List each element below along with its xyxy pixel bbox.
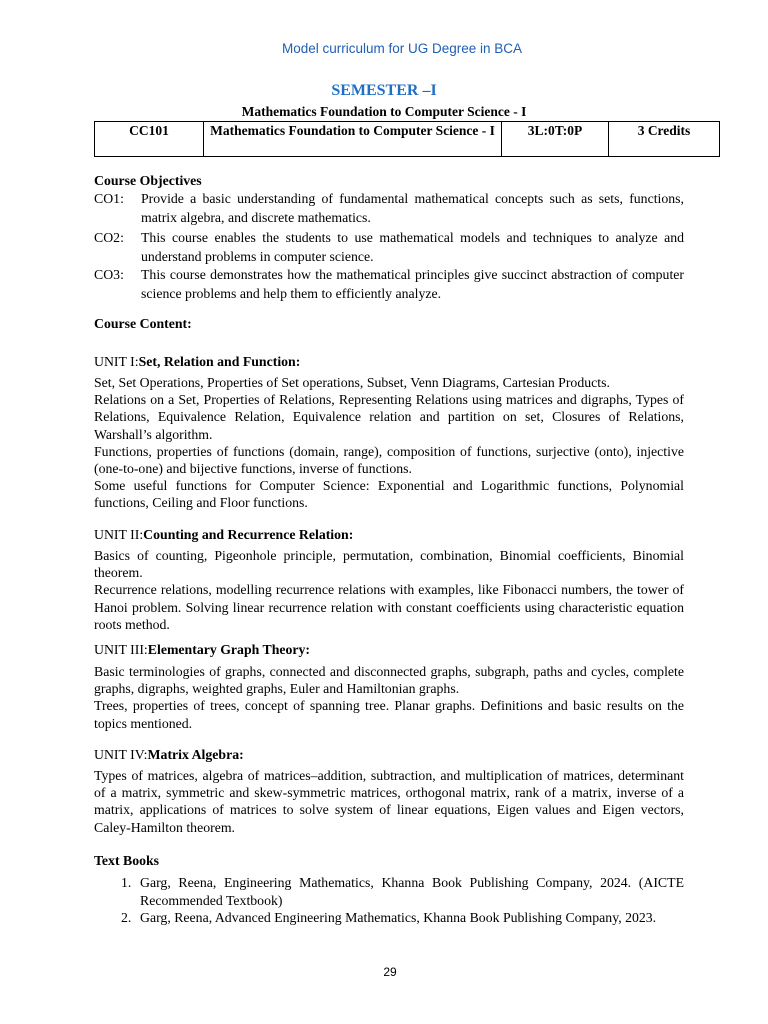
unit-prefix: UNIT III: <box>94 642 148 657</box>
unit-prefix: UNIT IV: <box>94 747 148 762</box>
objective-text: Provide a basic understanding of fundamental mathematical concepts such as sets, functions, matrix algebra, and discrete mathematics. <box>141 191 684 225</box>
objective-tag: CO3: <box>94 267 124 282</box>
course-credits: 3 Credits <box>609 122 720 157</box>
unit-prefix: UNIT I: <box>94 354 139 369</box>
textbook-number: 2. <box>121 910 132 925</box>
course-ltp: 3L:0T:0P <box>502 122 609 157</box>
unit-paragraph: Some useful functions for Computer Science: Exponential and Logarithmic functions, Polynomial functions, Ceiling and Floor functions. <box>94 478 684 511</box>
unit-body <box>94 374 684 512</box>
objective-item <box>94 189 684 227</box>
course-table <box>94 121 720 157</box>
unit-body <box>94 767 684 836</box>
course-name: Mathematics Foundation to Computer Science - I <box>204 122 502 157</box>
table-row <box>95 122 720 157</box>
unit-heading <box>94 641 684 658</box>
unit-body <box>94 663 684 732</box>
content-heading: Course Content: <box>94 316 192 331</box>
unit-paragraph: Set, Set Operations, Properties of Set operations, Subset, Venn Diagrams, Cartesian Products. <box>94 375 610 390</box>
unit-paragraph: Types of matrices, algebra of matrices–addition, subtraction, and multiplication of matrices, determinant of a matrix, symmetric and skew-symmetric matrices, orthogonal matrix, rank of a matrix, inverse of a matrix, applications of matrices to solve system of linear equations, Eigen values and Eigen vectors, Caley-Hamilton theorem. <box>94 768 684 835</box>
unit-title: Elementary Graph Theory: <box>147 642 311 657</box>
unit-paragraph: Recurrence relations, modelling recurrence relations with examples, like Fibonacci numbers, the tower of Hanoi problem. Solving linear recurrence relation with constant coefficients using characteristic equation roots method. <box>94 582 684 632</box>
textbook-text: Garg, Reena, Engineering Mathematics, Khanna Book Publishing Company, 2024. (AICTE Recommended Textbook) <box>140 875 684 908</box>
unit-paragraph: Relations on a Set, Properties of Relations, Representing Relations using matrices and digraphs, Types of Relations, Equivalence Relation, Equivalence relation and partition on set, Closures of Relations, Warshall’s algorithm. <box>94 392 684 442</box>
objective-text: This course enables the students to use mathematical models and techniques to analyze and understand problems in computer science. <box>141 230 684 264</box>
objective-tag: CO2: <box>94 230 124 245</box>
textbook-text: Garg, Reena, Advanced Engineering Mathematics, Khanna Book Publishing Company, 2023. <box>140 910 657 925</box>
document-header: Model curriculum for UG Degree in BCA <box>281 41 523 56</box>
textbook-number: 1. <box>121 875 132 890</box>
unit-title: Counting and Recurrence Relation: <box>143 527 354 542</box>
page-number: 29 <box>383 965 397 979</box>
unit-body <box>94 547 684 633</box>
objective-text: This course demonstrates how the mathematical principles give succinct abstraction of computer science problems and help them to efficiently analyze. <box>141 267 684 301</box>
semester-heading: SEMESTER –I <box>331 82 437 99</box>
unit-paragraph: Basic terminologies of graphs, connected and disconnected graphs, subgraph, paths and cycles, complete graphs, digraphs, weighted graphs, Euler and Hamiltonian graphs. <box>94 664 684 697</box>
textbooks-heading: Text Books <box>94 853 160 868</box>
textbook-item <box>112 909 684 927</box>
unit-heading <box>94 526 684 543</box>
objective-tag: CO1: <box>94 191 124 206</box>
unit-heading <box>94 746 684 763</box>
unit-paragraph: Functions, properties of functions (domain, range), composition of functions, surjective (onto), injective (one-to-one) and bijective functions, inverse of functions. <box>94 443 684 477</box>
course-subtitle: Mathematics Foundation to Computer Science - I <box>241 104 527 119</box>
course-code: CC101 <box>95 122 204 157</box>
textbook-item <box>112 874 684 910</box>
unit-prefix: UNIT II: <box>94 527 144 542</box>
objective-item <box>94 228 684 266</box>
objectives-heading: Course Objectives <box>94 173 202 188</box>
unit-title: Set, Relation and Function: <box>138 354 301 369</box>
objective-item <box>94 265 684 303</box>
unit-paragraph: Trees, properties of trees, concept of spanning tree. Planar graphs. Definitions and basic results on the topics mentioned. <box>94 698 684 731</box>
unit-paragraph: Basics of counting, Pigeonhole principle, permutation, combination, Binomial coefficients, Binomial theorem. <box>94 548 684 581</box>
unit-title: Matrix Algebra: <box>147 747 244 762</box>
unit-heading <box>94 353 684 370</box>
